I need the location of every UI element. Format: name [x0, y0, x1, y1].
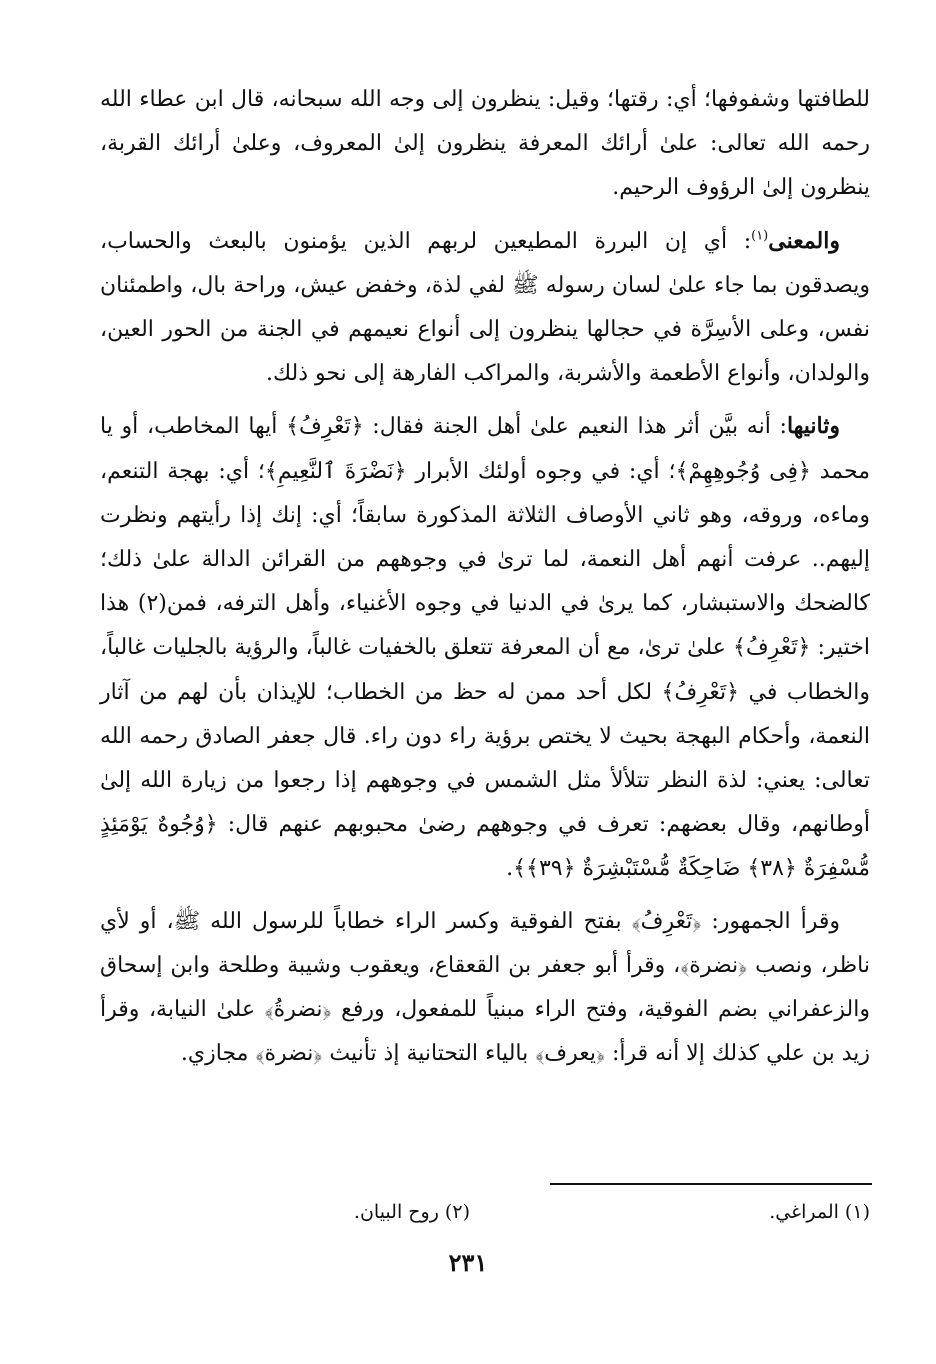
paragraph-3 — [100, 404, 870, 891]
footnote-1: (١) المراغي. — [769, 1201, 870, 1223]
footnotes — [100, 1198, 870, 1226]
paragraph-4 — [100, 900, 870, 1077]
paragraph-lead: والمعنى — [768, 227, 840, 254]
footnote-reference: (١) — [751, 228, 769, 244]
page-number: ٢٣١ — [448, 1248, 488, 1277]
paragraph-text: وقرأ الجمهور: ﴿تَعْرِفُ﴾ بفتح الفوقية وكسر الراء خطاباً للرسول الله ﷺ، أو لأي ناظر، ونصب ﴿نضرة﴾، وقرأ أبو جعفر بن القعقاع، ويعقوب وشيبة وطلحة وابن إسحاق والزعفراني بضم الفوقية، وفتح الراء مبنياً للمفعول، ورفع ﴿نضرةُ﴾ علىٰ النيابة، وقرأ زيد بن علي كذلك إلا أنه قرأ: ﴿يعرف﴾ بالياء التحتانية إذ تأنيث ﴿نضرة﴾ مجازي. — [100, 908, 870, 1067]
paragraph-text: : أي إن البررة المطيعين لربهم الذين يؤمنون بالبعث والحساب، ويصدقون بما جاء علىٰ لسان رسوله ﷺ لفي لذة، وخفض عيش، وراحة بال، واطمئنان نفس، وعلى الأسِرَّة في حجالها ينظرون إلى أنواع نعيمهم في الجنة من الحور العين، والولدان، وأنواع الأطعمة والأشربة، والمراكب الفارهة إلى نحو ذلك. — [100, 228, 870, 387]
paragraph-text: للطافتها وشفوفها؛ أي: رقتها؛ وقيل: ينظرون إلى وجه الله سبحانه، قال ابن عطاء الله رحمه الله تعالى: علىٰ أرائك المعرفة ينظرون إلىٰ المعروف، وعلىٰ أرائك القربة، ينظرون إلىٰ الرؤوف الرحيم. — [100, 87, 870, 201]
footnote-divider — [550, 1183, 872, 1185]
paragraph-text: : أنه بيَّن أثر هذا النعيم علىٰ أهل الجنة فقال: ﴿تَعْرِفُ﴾ أيها المخاطب، أو يا محمد ﴿فِى وُجُوهِهِمْ﴾؛ أي: في وجوه أولئك الأبرار ﴿نَضْرَةَ ٱلنَّعِيمِ﴾؛ أي: بهجة التنعم، وماءه، وروقه، وهو ثاني الأوصاف الثلاثة المذكورة سابقاً؛ أي: إنك إذا رأيتهم ونظرت إليهم.. عرفت أنهم أهل النعمة، لما ترىٰ في وجوههم من القرائن الدالة علىٰ ذلك؛ كالضحك والاستبشار، كما يرىٰ في الدنيا في وجوه الأغنياء، وأهل الترفه، فمن(٢) هذا اختير: ﴿تَعْرِفُ﴾ علىٰ ترىٰ، مع أن المعرفة تتعلق بالخفيات غالباً، والرؤية بالجليات غالباً، والخطاب في ﴿تَعْرِفُ﴾ لكل أحد ممن له حظ من الخطاب؛ للإيذان بأن لهم من آثار النعمة، وأحكام البهجة بحيث لا يختص برؤية راء دون راء. قال جعفر الصادق رحمه الله تعالى: يعني: لذة النظر تتلألأ مثل الشمس في وجوههم إذا رجعوا من زيارة الله إلىٰ أوطانهم، وقال بعضهم: تعرف في وجوههم رضىٰ محبوبهم عنهم قال: ﴿وُجُوهٌ يَوْمَئِذٍ مُّسْفِرَةٌ ﴿٣٨﴾ ضَاحِكَةٌ مُّسْتَبْشِرَةٌ ﴿٣٩﴾﴾. — [100, 414, 871, 882]
paragraph-1 — [100, 78, 870, 211]
paragraph-2 — [100, 219, 870, 397]
paragraph-lead: وثانيها — [786, 413, 840, 440]
main-text — [100, 78, 870, 1076]
footnote-2: (٢) روح البيان. — [353, 1201, 470, 1223]
